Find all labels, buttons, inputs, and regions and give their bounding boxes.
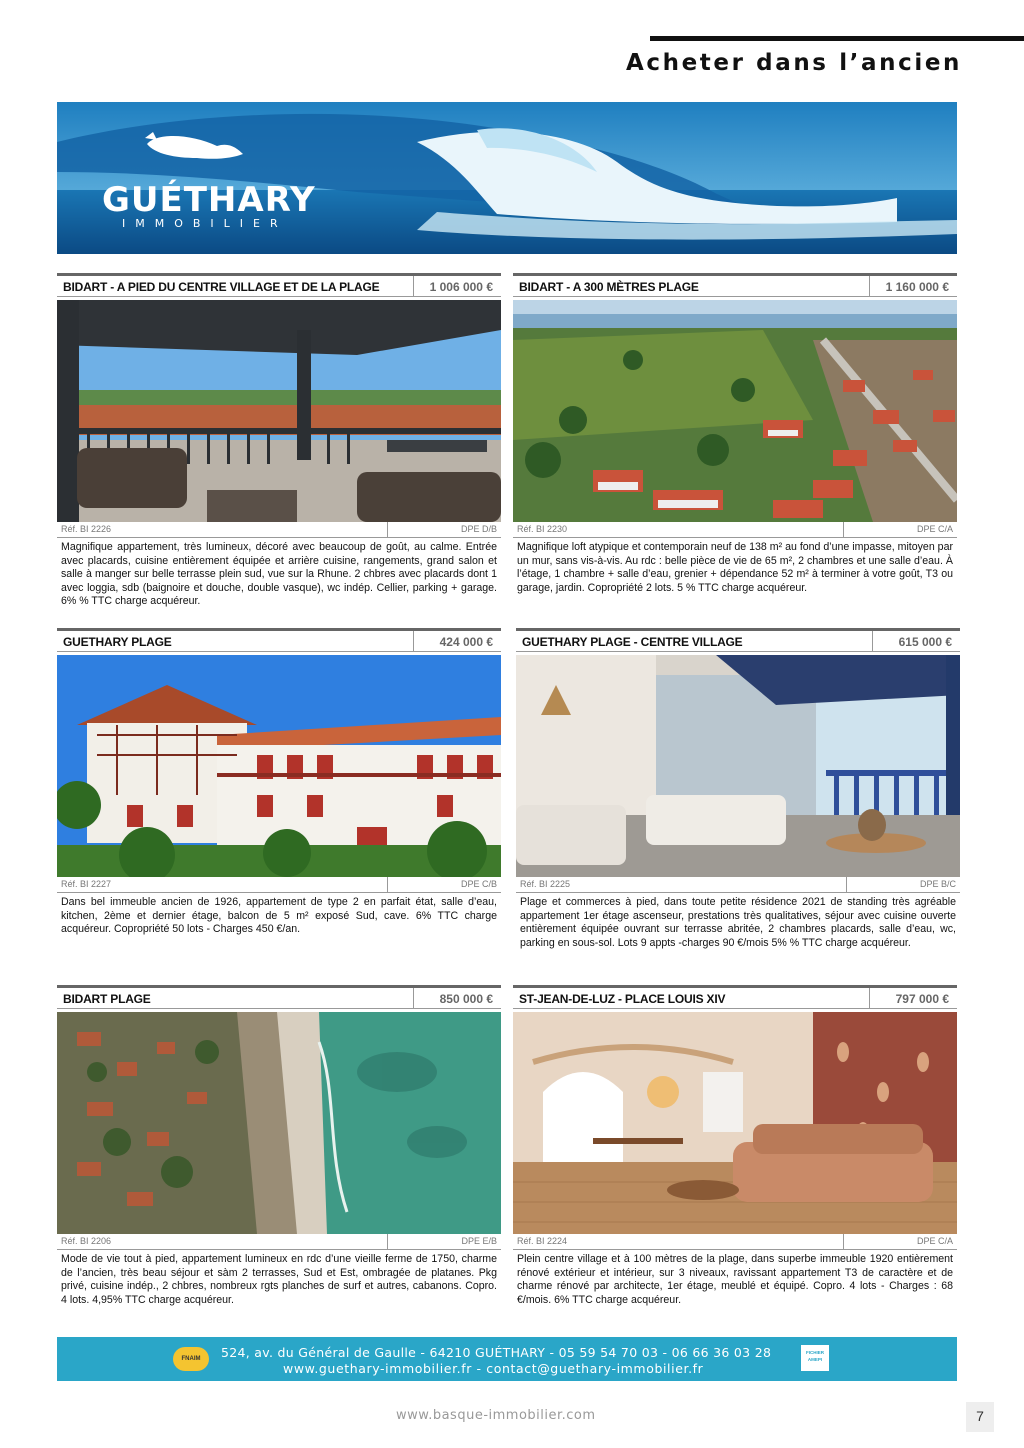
listing-description: Plein centre village et à 100 mètres de la plage, dans superbe immeuble 1920 entièrement rénové extérieur et intérieur, sur 3 niveaux, ravissant appartement T3 de caractère et de charme rénové par architecte, 1er étage, meublé et équipé. Copro. 4 lots - Charges : 68 €/mois. 6% TTC charge acquéreur. xyxy=(517,1253,953,1306)
listing-card[interactable] xyxy=(57,273,501,609)
listing-title: GUETHARY PLAGE - CENTRE VILLAGE xyxy=(522,635,743,649)
listing-meta xyxy=(57,522,501,538)
brand-name: GUÉTHARY xyxy=(102,180,316,220)
listing-ref: Réf. BI 2226 xyxy=(61,524,112,534)
agency-web-contact[interactable]: www.guethary-immobilier.fr - contact@guethary-immobilier.fr xyxy=(283,1361,704,1376)
listing-ref: Réf. BI 2206 xyxy=(61,1236,112,1246)
listing-photo-balcony[interactable] xyxy=(516,655,960,877)
listing-title: GUETHARY PLAGE xyxy=(63,635,172,649)
site-url[interactable]: www.basque-immobilier.com xyxy=(396,1408,596,1423)
listing-ref: Réf. BI 2227 xyxy=(61,879,112,889)
listing-card[interactable] xyxy=(57,985,501,1307)
agency-contact-bar xyxy=(57,1337,957,1381)
section-title: Acheter dans l’ancien xyxy=(625,50,962,76)
listing-dpe: DPE E/B xyxy=(387,1234,501,1249)
listing-dpe: DPE C/B xyxy=(387,877,501,892)
listing-ref: Réf. BI 2225 xyxy=(520,879,571,889)
listing-meta xyxy=(516,877,960,893)
listing-header xyxy=(57,985,501,1009)
listing-card[interactable] xyxy=(513,273,957,595)
listing-title: BIDART - A 300 MÈTRES PLAGE xyxy=(519,280,699,294)
listing-meta xyxy=(57,877,501,893)
listing-header xyxy=(513,985,957,1009)
listing-header xyxy=(57,628,501,652)
listing-price: 424 000 € xyxy=(413,631,501,651)
listing-header xyxy=(513,273,957,297)
listing-price: 615 000 € xyxy=(872,631,960,651)
listing-title: BIDART PLAGE xyxy=(63,992,151,1006)
listing-title: ST-JEAN-DE-LUZ - PLACE LOUIS XIV xyxy=(519,992,726,1006)
listing-description: Magnifique appartement, très lumineux, décoré avec beaucoup de goût, au calme. Entrée avec placards, cuisine entièrement équipée et arrière cuisine, rangements, grand salon et salle à manger sur belle terrasse plein sud, vue sur la Rhune. 2 chbres avec placards dont 1 avec loggia, sdb (baignoire et douche, double vasque), wc indép. Cellier, parking + garage. 6% % TTC charge acquéreur. xyxy=(61,541,497,608)
listing-ref: Réf. BI 2224 xyxy=(517,1236,568,1246)
listing-dpe: DPE D/B xyxy=(387,522,501,537)
page-number: 7 xyxy=(966,1402,994,1432)
listing-description: Mode de vie tout à pied, appartement lumineux en rdc d’une vieille ferme de 1750, charme de l’ancien, très beau séjour et sàm 2 terrasses, Sud et Est, ombragée de platanes. Pkg privé, cuisine indép., 2 chbres, nombreux rgts planches de surf et autres, cabanons. Copro. 4 lots. 4,95% TTC charge acquéreur. xyxy=(61,1253,497,1306)
listing-ref: Réf. BI 2230 xyxy=(517,524,568,534)
agency-address: 524, av. du Général de Gaulle - 64210 GUÉTHARY - 05 59 54 70 03 - 06 66 36 03 28 xyxy=(221,1345,772,1360)
listing-meta xyxy=(513,522,957,538)
listing-meta xyxy=(513,1234,957,1250)
listing-dpe: DPE C/A xyxy=(843,1234,957,1249)
listing-card[interactable] xyxy=(57,628,501,937)
top-rule xyxy=(650,36,1024,41)
wave-illustration xyxy=(57,102,957,254)
listing-price: 850 000 € xyxy=(413,988,501,1008)
listing-header xyxy=(57,273,501,297)
listing-dpe: DPE B/C xyxy=(846,877,960,892)
listing-title: BIDART - A PIED DU CENTRE VILLAGE ET DE LA PLAGE xyxy=(63,280,380,294)
listing-photo-building[interactable] xyxy=(57,655,501,877)
listing-price: 797 000 € xyxy=(869,988,957,1008)
listing-photo-living-room[interactable] xyxy=(513,1012,957,1234)
listing-card[interactable] xyxy=(513,985,957,1307)
listing-photo-aerial-village[interactable] xyxy=(513,300,957,522)
listing-dpe: DPE C/A xyxy=(843,522,957,537)
listing-description: Dans bel immeuble ancien de 1926, appartement de type 2 en parfait état, salle d’eau, kitchen, 2ème et dernier étage, balcon de 5 m² exposé Sud, cave. 6% TTC charge acquéreur. Copropriété 50 lots - Charges 450 €/an. xyxy=(61,896,497,936)
listing-price: 1 160 000 € xyxy=(869,276,957,296)
listing-photo-aerial-coast[interactable] xyxy=(57,1012,501,1234)
listing-description: Magnifique loft atypique et contemporain neuf de 138 m² au fond d’une impasse, mitoyen par un mur, sans vis-à-vis. Au rdc : belle pièce de vie de 65 m², 2 chambres et une salle d’eau. À l’étage, 1 chambre + salle d’eau, grenier + dépendance 52 m² à terminer à votre goût, T3 ou garage, jardin. Copropriété 2 lots. 5 % TTC charge acquéreur. xyxy=(517,541,953,594)
listing-header xyxy=(516,628,960,652)
brand-banner xyxy=(57,102,957,254)
listing-meta xyxy=(57,1234,501,1250)
listing-card[interactable] xyxy=(516,628,960,950)
fichier-amepi-logo: FICHIER AMEPI xyxy=(801,1345,829,1371)
brand-tagline: IMMOBILIER xyxy=(122,217,288,230)
listing-photo-terrace[interactable] xyxy=(57,300,501,522)
listing-price: 1 006 000 € xyxy=(413,276,501,296)
fnaim-logo: FNAIM xyxy=(173,1347,209,1371)
listing-description: Plage et commerces à pied, dans toute petite résidence 2021 de standing très agréable appartement 1er étage ascenseur, prestations très qualitatives, séjour avec cuisine ouverte entièrement équipée ouvrant sur terrasse abritée, 2 chambres placards, salle d’eau, wc, parking en sous-sol. Lots 9 appts -charges 90 €/mois 5% % TTC charge acquéreur. xyxy=(520,896,956,949)
